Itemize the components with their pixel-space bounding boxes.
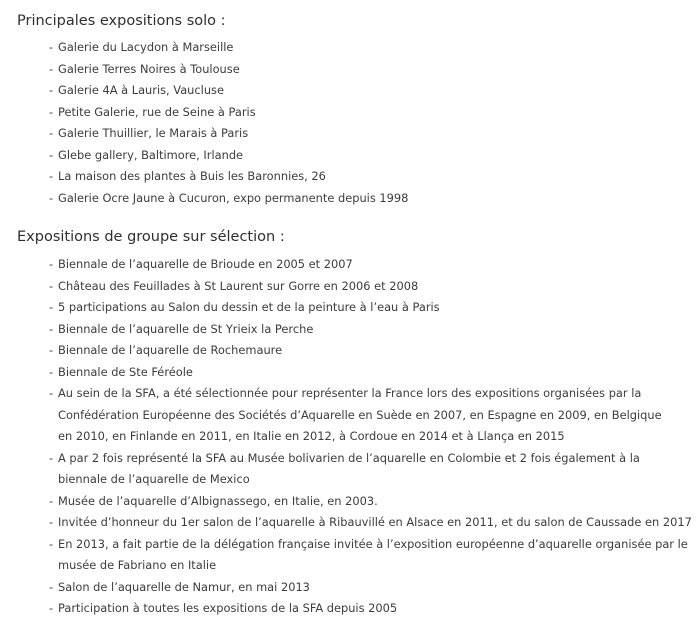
list-item: - Salon de l’aquarelle de Namur, en mai 2013	[49, 577, 694, 599]
list-item: - A par 2 fois représenté la SFA au Musée bolivarien de l’aquarelle en Colombie et 2 fois également à la biennale de l’aquarelle de Mexico	[49, 448, 694, 491]
solo-exhibitions-list	[49, 37, 694, 209]
list-item: - Galerie 4A à Lauris, Vaucluse	[49, 80, 694, 102]
bullet-dash: -	[49, 343, 54, 357]
bullet-dash: -	[49, 40, 54, 54]
list-item: - Biennale de l’aquarelle de Rochemaure	[49, 340, 694, 362]
bullet-dash: -	[49, 190, 54, 205]
bullet-dash: -	[49, 169, 54, 183]
list-item: - La maison des plantes à Buis les Baronnies, 26	[49, 166, 694, 188]
bullet-dash: -	[49, 515, 54, 529]
list-item: - Galerie Thuillier, le Marais à Paris	[49, 123, 694, 145]
bullet-dash: -	[49, 601, 54, 615]
list-item: - Participation à toutes les expositions de la SFA depuis 2005	[49, 598, 694, 620]
group-exhibitions-heading: Expositions de groupe sur sélection :	[17, 229, 285, 245]
bullet-dash: -	[49, 386, 54, 400]
list-item: - Glebe gallery, Baltimore, Irlande	[49, 145, 694, 167]
list-item: - Au sein de la SFA, a été sélectionnée pour représenter la France lors des expositions organisées par la Confédération Européenne des Sociétés d’Aquarelle en Suède en 2007, en Espagne en 2009, en Belgique en 2010, en Finlande en 2011, en Italie en 2012, à Cordoue en 2014 et à Llança en 2015	[49, 383, 694, 448]
group-exhibitions-list	[49, 254, 694, 620]
bullet-dash: -	[49, 579, 54, 594]
list-item: - Invitée d’honneur du 1er salon de l’aquarelle à Ribauvillé en Alsace en 2011, et du salon de Caussade en 2017	[49, 512, 694, 534]
bullet-dash: -	[49, 536, 54, 551]
list-item: - Petite Galerie, rue de Seine à Paris	[49, 102, 694, 124]
bullet-dash: -	[49, 493, 54, 508]
bullet-dash: -	[49, 364, 54, 379]
list-item: - Château des Feuillades à St Laurent sur Gorre en 2006 et 2008	[49, 276, 694, 298]
bullet-dash: -	[49, 61, 54, 76]
bullet-dash: -	[49, 278, 54, 293]
list-item: - Galerie Terres Noires à Toulouse	[49, 59, 694, 81]
list-item: - Biennale de l’aquarelle de Brioude en 2005 et 2007	[49, 254, 694, 276]
list-item: - Galerie du Lacydon à Marseille	[49, 37, 694, 59]
bullet-dash: -	[49, 147, 54, 162]
list-item: - Biennale de l’aquarelle de St Yrieix la Perche	[49, 319, 694, 341]
list-item: - 5 participations au Salon du dessin et de la peinture à l’eau à Paris	[49, 297, 694, 319]
list-item: - Galerie Ocre Jaune à Cucuron, expo permanente depuis 1998	[49, 188, 694, 210]
solo-exhibitions-heading: Principales expositions solo :	[17, 13, 226, 29]
bullet-dash: -	[49, 450, 54, 465]
bullet-dash: -	[49, 257, 54, 271]
bullet-dash: -	[49, 104, 54, 119]
bullet-dash: -	[49, 300, 54, 314]
bullet-dash: -	[49, 126, 54, 140]
bullet-dash: -	[49, 83, 54, 97]
list-item: - En 2013, a fait partie de la délégation française invitée à l’exposition européenne d’aquarelle organisée par le musée de Fabriano en Italie	[49, 534, 694, 577]
list-item: - Biennale de Ste Féréole	[49, 362, 694, 384]
list-item: - Musée de l’aquarelle d’Albignassego, en Italie, en 2003.	[49, 491, 694, 513]
bullet-dash: -	[49, 321, 54, 336]
